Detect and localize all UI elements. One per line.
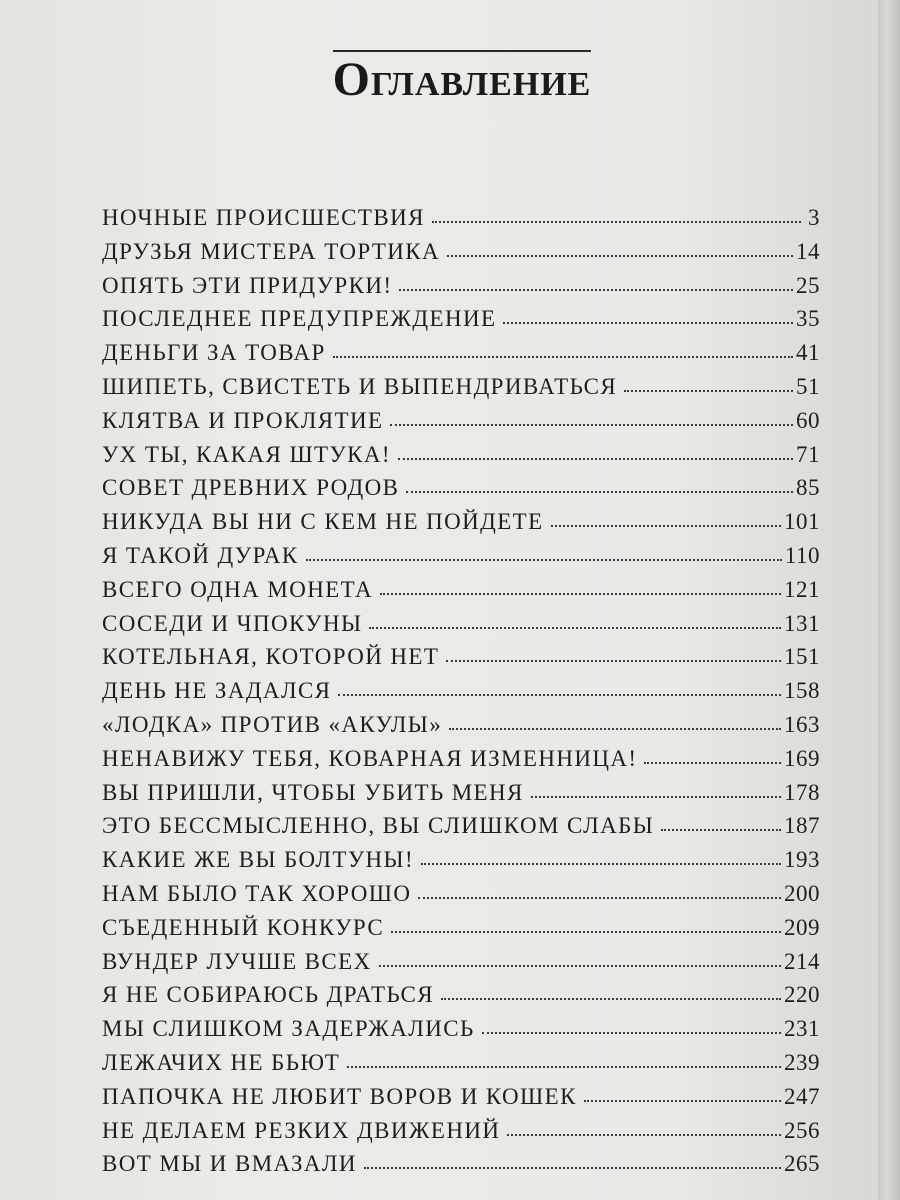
toc-dot-leader xyxy=(398,457,793,460)
toc-entry-title: Я НЕ СОБИРАЮСЬ ДРАТЬСЯ xyxy=(102,982,434,1008)
toc-dot-leader xyxy=(432,220,801,223)
toc-entry xyxy=(102,1046,820,1080)
toc-entry-title: ДРУЗЬЯ МИСТЕРА ТОРТИКА xyxy=(102,238,441,264)
toc-entry xyxy=(102,404,820,438)
page-edge xyxy=(878,0,900,1200)
toc-dot-leader xyxy=(449,727,781,730)
toc-entry xyxy=(102,1012,820,1046)
toc-dot-leader xyxy=(447,254,793,257)
toc-entry-title: ВСЕГО ОДНА МОНЕТА xyxy=(102,576,373,602)
toc-entry-title: НЕ ДЕЛАЕМ РЕЗКИХ ДВИЖЕНИЙ xyxy=(102,1117,501,1143)
toc-entry-page-number: 239 xyxy=(784,1049,820,1075)
toc-entry-page-number: 214 xyxy=(784,948,820,974)
toc-entry xyxy=(102,776,820,810)
toc-entry xyxy=(102,945,820,979)
page-title: Оглавление xyxy=(332,53,592,106)
toc-entry-page-number: 71 xyxy=(796,441,820,467)
toc-entry-title: СОСЕДИ И ЧПОКУНЫ xyxy=(102,610,363,636)
toc-dot-leader xyxy=(531,795,781,798)
toc-entry-title: НЕНАВИЖУ ТЕБЯ, КОВАРНАЯ ИЗМЕННИЦА! xyxy=(102,745,638,771)
table-of-contents xyxy=(102,201,820,1181)
toc-entry-title: ВУНДЕР ЛУЧШЕ ВСЕХ xyxy=(102,948,372,974)
toc-entry-page-number: 60 xyxy=(796,407,820,433)
toc-entry-page-number: 220 xyxy=(784,982,820,1008)
toc-entry-page-number: 131 xyxy=(784,610,820,636)
toc-entry-title: ЭТО БЕССМЫСЛЕННО, ВЫ СЛИШКОМ СЛАБЫ xyxy=(102,813,655,839)
toc-entry xyxy=(102,438,820,472)
toc-dot-leader xyxy=(661,828,781,831)
toc-entry-title: ДЕНЬГИ ЗА ТОВАР xyxy=(102,340,326,366)
toc-dot-leader xyxy=(338,693,781,696)
toc-entry-page-number: 178 xyxy=(784,779,820,805)
toc-entry-title: Я ТАКОЙ ДУРАК xyxy=(102,542,299,568)
toc-dot-leader xyxy=(503,321,793,324)
toc-entry-title: НАМ БЫЛО ТАК ХОРОШО xyxy=(102,880,412,906)
toc-entry-title: ПАПОЧКА НЕ ЛЮБИТ ВОРОВ И КОШЕК xyxy=(102,1083,577,1109)
toc-dot-leader xyxy=(441,997,781,1000)
toc-entry-page-number: 121 xyxy=(784,576,820,602)
toc-entry-page-number: 209 xyxy=(784,914,820,940)
toc-entry xyxy=(102,742,820,776)
toc-dot-leader xyxy=(421,862,781,865)
toc-entry-title: КАКИЕ ЖЕ ВЫ БОЛТУНЫ! xyxy=(102,847,415,873)
toc-entry xyxy=(102,674,820,708)
toc-dot-leader xyxy=(347,1065,781,1068)
toc-entry-page-number: 187 xyxy=(784,813,820,839)
toc-entry-page-number: 158 xyxy=(784,678,820,704)
toc-entry xyxy=(102,336,820,370)
toc-entry-title: ДЕНЬ НЕ ЗАДАЛСЯ xyxy=(102,678,332,704)
toc-entry xyxy=(102,370,820,404)
toc-entry-title: ШИПЕТЬ, СВИСТЕТЬ И ВЫПЕНДРИВАТЬСЯ xyxy=(102,373,618,399)
toc-entry xyxy=(102,539,820,573)
toc-entry xyxy=(102,640,820,674)
toc-entry xyxy=(102,877,820,911)
toc-entry xyxy=(102,201,820,235)
toc-entry-page-number: 85 xyxy=(796,475,820,501)
toc-entry-title: НОЧНЫЕ ПРОИСШЕСТВИЯ xyxy=(102,205,425,230)
toc-entry-title: «ЛОДКА» ПРОТИВ «АКУЛЫ» xyxy=(102,711,443,737)
toc-entry-title: СОВЕТ ДРЕВНИХ РОДОВ xyxy=(102,475,400,501)
toc-entry-title: КЛЯТВА И ПРОКЛЯТИЕ xyxy=(102,407,384,433)
toc-entry xyxy=(102,1147,820,1181)
toc-entry-page-number: 169 xyxy=(784,745,820,771)
toc-entry-title: ОПЯТЬ ЭТИ ПРИДУРКИ! xyxy=(102,272,393,298)
toc-dot-leader xyxy=(446,659,781,662)
toc-entry-page-number: 265 xyxy=(784,1151,820,1177)
toc-entry-title: СЪЕДЕННЫЙ КОНКУРС xyxy=(102,914,385,940)
toc-dot-leader xyxy=(333,355,793,358)
toc-dot-leader xyxy=(391,930,781,933)
toc-entry xyxy=(102,911,820,945)
toc-entry xyxy=(102,607,820,641)
toc-entry-page-number: 3 xyxy=(808,205,820,230)
toc-entry xyxy=(102,471,820,505)
toc-dot-leader xyxy=(364,1166,781,1169)
toc-entry-page-number: 110 xyxy=(784,542,820,568)
toc-entry-title: ВЫ ПРИШЛИ, ЧТОБЫ УБИТЬ МЕНЯ xyxy=(102,779,524,805)
toc-entry-title: УХ ТЫ, КАКАЯ ШТУКА! xyxy=(102,441,391,467)
toc-entry xyxy=(102,843,820,877)
toc-entry xyxy=(102,235,820,269)
toc-dot-leader xyxy=(379,964,781,967)
toc-entry-page-number: 14 xyxy=(796,238,820,264)
toc-entry-page-number: 41 xyxy=(796,340,820,366)
toc-dot-leader xyxy=(406,490,793,493)
toc-entry-title: КОТЕЛЬНАЯ, КОТОРОЙ НЕТ xyxy=(102,644,440,670)
toc-dot-leader xyxy=(644,761,781,764)
toc-entry xyxy=(102,1114,820,1148)
toc-entry xyxy=(102,269,820,303)
toc-dot-leader xyxy=(624,389,793,392)
toc-entry-page-number: 200 xyxy=(784,880,820,906)
toc-dot-leader xyxy=(399,288,793,291)
toc-entry xyxy=(102,809,820,843)
toc-dot-leader xyxy=(418,896,781,899)
toc-entry-page-number: 193 xyxy=(784,847,820,873)
toc-entry-title: ПОСЛЕДНЕЕ ПРЕДУПРЕЖДЕНИЕ xyxy=(102,306,497,332)
toc-dot-leader xyxy=(507,1133,781,1136)
toc-dot-leader xyxy=(306,558,782,561)
toc-entry xyxy=(102,708,820,742)
toc-dot-leader xyxy=(551,524,781,527)
toc-entry-page-number: 247 xyxy=(784,1083,820,1109)
toc-entry-page-number: 101 xyxy=(784,509,820,535)
toc-entry xyxy=(102,978,820,1012)
toc-dot-leader xyxy=(482,1031,781,1034)
toc-entry xyxy=(102,505,820,539)
toc-entry-title: ВОТ МЫ И ВМАЗАЛИ xyxy=(102,1151,357,1177)
toc-dot-leader xyxy=(369,626,781,629)
toc-entry xyxy=(102,302,820,336)
toc-entry-title: МЫ СЛИШКОМ ЗАДЕРЖАЛИСЬ xyxy=(102,1016,475,1042)
toc-entry-page-number: 256 xyxy=(784,1117,820,1143)
toc-entry-title: ЛЕЖАЧИХ НЕ БЬЮТ xyxy=(102,1049,341,1075)
toc-entry xyxy=(102,1080,820,1114)
toc-dot-leader xyxy=(390,423,793,426)
toc-entry-title: НИКУДА ВЫ НИ С КЕМ НЕ ПОЙДЕТЕ xyxy=(102,509,544,535)
toc-entry xyxy=(102,573,820,607)
toc-entry-page-number: 163 xyxy=(784,711,820,737)
toc-dot-leader xyxy=(584,1099,781,1102)
toc-entry-page-number: 51 xyxy=(796,373,820,399)
toc-entry-page-number: 231 xyxy=(784,1016,820,1042)
toc-entry-page-number: 151 xyxy=(784,644,820,670)
toc-dot-leader xyxy=(380,592,781,595)
toc-entry-page-number: 25 xyxy=(796,272,820,298)
toc-entry-page-number: 35 xyxy=(796,306,820,332)
